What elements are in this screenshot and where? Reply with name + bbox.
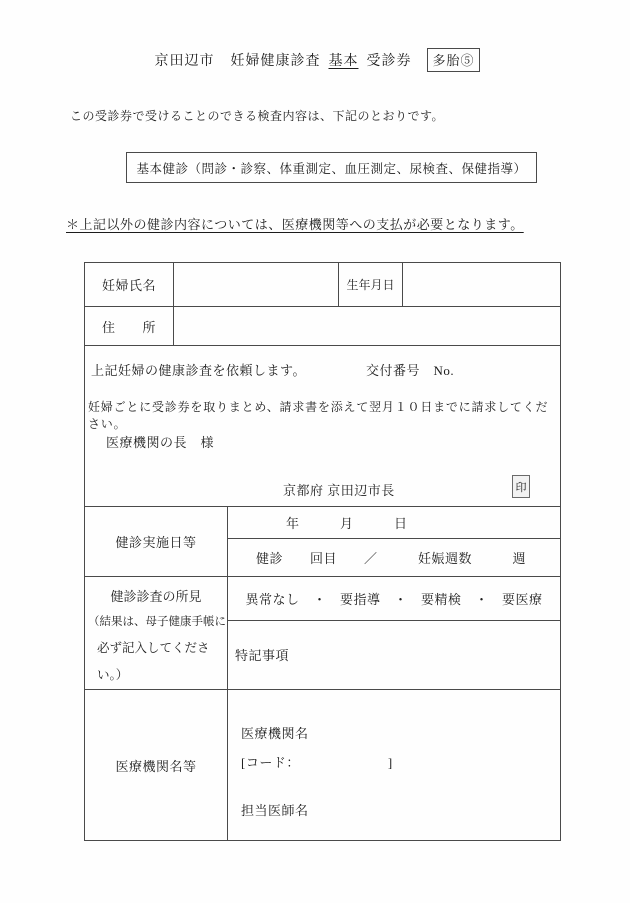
title-city: 京田辺市 — [154, 54, 215, 69]
billing-instruction: 妊婦ごとに受診券を取りまとめ、請求書を添えて翌月１０日までに請求してください。 — [88, 400, 549, 431]
row-institution — [85, 689, 560, 841]
findings-label-line4: い。） — [97, 668, 129, 682]
row-address — [85, 306, 560, 345]
payment-note: ＊上記以外の健診内容については、医療機関等への支払が必要となります。 — [66, 217, 524, 232]
multiple-birth-badge: 多胎⑤ — [427, 48, 479, 72]
request-block — [85, 345, 560, 506]
document-title — [0, 48, 630, 72]
findings-label — [85, 577, 228, 689]
birth-date-label: 生年月日 — [339, 263, 403, 306]
mother-name-field — [174, 263, 339, 306]
form-table — [84, 262, 561, 841]
exam-date-line: 年 月 日 — [228, 507, 560, 539]
intro-text: この受診券で受けることのできる検査内容は、下記のとおりです。 — [70, 109, 445, 123]
special-notes-label: 特記事項 — [235, 648, 290, 663]
issue-number-label: 交付番号 No. — [366, 363, 455, 378]
address-label: 住 所 — [85, 307, 174, 345]
title-ticket: 受診券 — [366, 54, 412, 69]
findings-label-line2: （結果は、母子健康手帳に — [88, 616, 226, 628]
request-text: 上記妊婦の健康診査を依頼します。 — [91, 363, 306, 378]
institution-code-label: [コード： ] — [241, 755, 393, 770]
findings-label-line1: 健診診査の所見 — [110, 589, 202, 604]
mayor-signature: 京都府 京田辺市長 — [283, 483, 395, 498]
exam-content-box: 基本健診（問診・診察、体重測定、血圧測定、尿検査、保健指導） — [126, 152, 537, 183]
institution-label: 医療機関名等 — [85, 690, 228, 841]
exam-count-line: 健診 回目 ／ 妊娠週数 週 — [256, 551, 527, 566]
birth-date-field — [403, 263, 560, 306]
institution-name-label: 医療機関名 — [241, 726, 309, 741]
addressee-text: 医療機関の長 様 — [106, 435, 215, 450]
address-field — [174, 307, 560, 345]
exam-date-label: 健診実施日等 — [85, 507, 228, 576]
mother-name-label: 妊婦氏名 — [85, 263, 174, 306]
findings-options: 異常なし ・ 要指導 ・ 要精検 ・ 要医療 — [228, 577, 560, 621]
title-type: 基本 — [328, 54, 359, 69]
official-seal-mark: 印 — [512, 475, 530, 498]
title-exam: 妊婦健康診査 — [230, 54, 321, 69]
doctor-name-label: 担当医師名 — [241, 803, 309, 818]
row-exam-date — [85, 506, 560, 576]
findings-label-line3: 必ず記入してくださ — [97, 641, 210, 655]
row-mother-name — [85, 263, 560, 306]
row-findings — [85, 576, 560, 689]
